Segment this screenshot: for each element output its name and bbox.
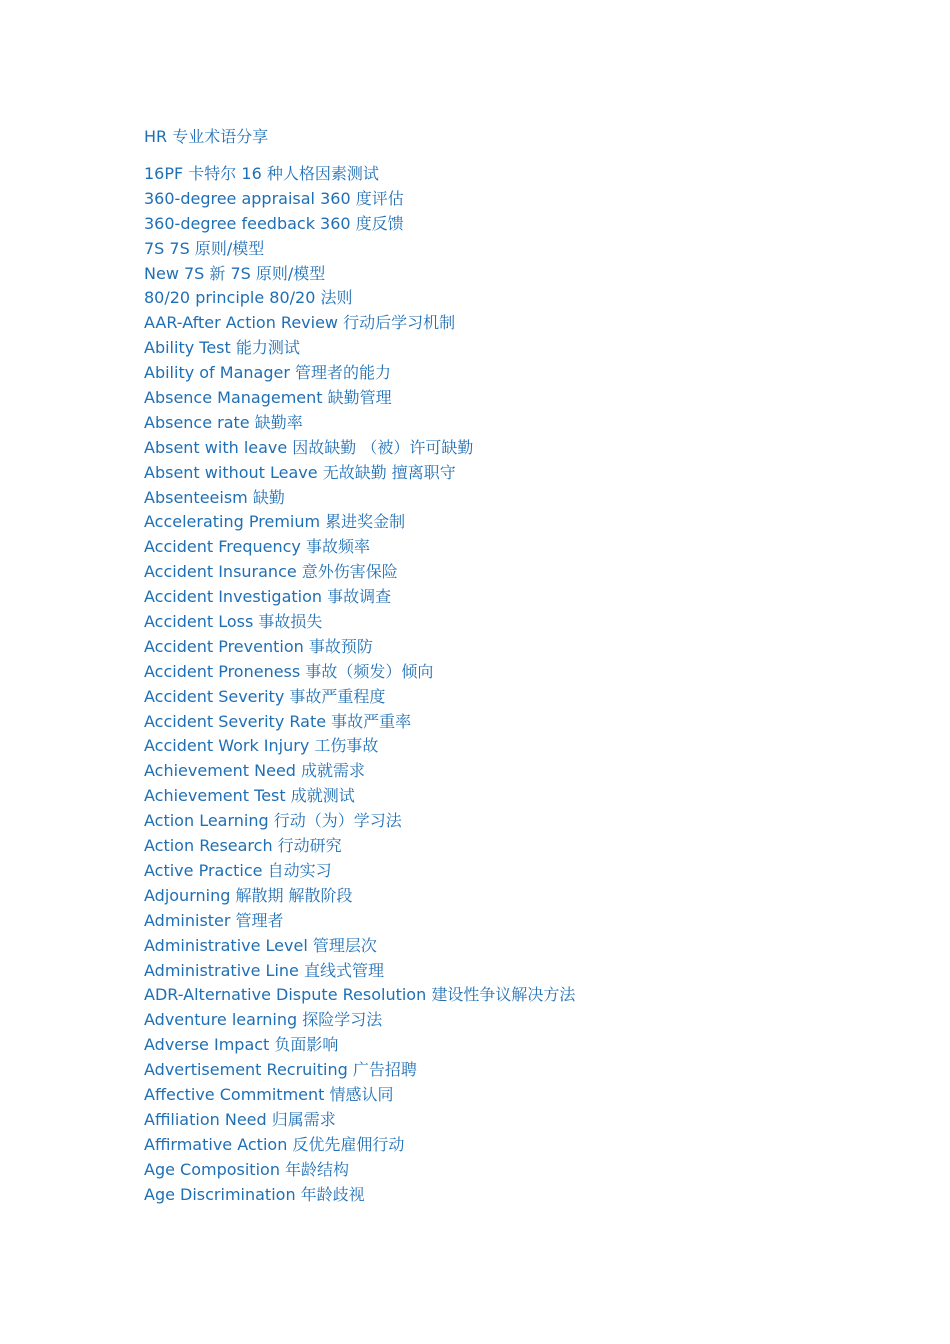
term-item: Advertisement Recruiting 广告招聘 [144,1060,417,1080]
term-item: AAR-After Action Review 行动后学习机制 [144,313,456,333]
term-list [144,162,575,1207]
document-title: HR 专业术语分享 [144,127,269,146]
term-item: Absent without Leave 无故缺勤 擅离职守 [144,462,456,482]
term-item: Achievement Test 成就测试 [144,786,355,806]
term-item: Adverse Impact 负面影响 [144,1035,339,1055]
term-item: Administer 管理者 [144,910,284,930]
term-item: Age Composition 年龄结构 [144,1159,350,1179]
term-item: Active Practice 自动实习 [144,860,332,880]
term-item: 7S 7S 原则/模型 [144,238,265,258]
term-item: Ability of Manager 管理者的能力 [144,363,391,383]
term-item: Adjourning 解散期 解散阶段 [144,885,353,905]
term-item: Age Discrimination 年龄歧视 [144,1184,365,1204]
term-item: Affiliation Need 归属需求 [144,1109,336,1129]
term-item: Absenteeism 缺勤 [144,487,285,507]
term-item: Accident Frequency 事故频率 [144,537,370,557]
term-item: Administrative Level 管理层次 [144,935,377,955]
term-item: Accelerating Premium 累进奖金制 [144,512,406,532]
term-item: 360-degree appraisal 360 度评估 [144,188,404,208]
term-item: Accident Severity 事故严重程度 [144,686,386,706]
term-item: Adventure learning 探险学习法 [144,1010,383,1030]
term-item: Accident Work Injury 工伤事故 [144,736,379,756]
term-item: New 7S 新 7S 原则/模型 [144,263,326,283]
term-item: Absence Management 缺勤管理 [144,388,392,408]
term-item: Affective Commitment 情感认同 [144,1084,394,1104]
term-item: Absent with leave 因故缺勤 （被）许可缺勤 [144,437,474,457]
term-item: ADR-Alternative Dispute Resolution 建设性争议解决方法 [144,985,576,1005]
term-item: Accident Proneness 事故（频发）倾向 [144,661,434,681]
term-item: Ability Test 能力测试 [144,338,300,358]
term-item: Administrative Line 直线式管理 [144,960,384,980]
term-item: Accident Prevention 事故预防 [144,636,373,656]
term-item: Accident Insurance 意外伤害保险 [144,562,398,582]
term-item: Absence rate 缺勤率 [144,412,303,432]
term-item: Accident Severity Rate 事故严重率 [144,711,412,731]
term-item: Accident Investigation 事故调查 [144,587,392,607]
term-item: 360-degree feedback 360 度反馈 [144,213,404,233]
term-item: Achievement Need 成就需求 [144,761,366,781]
term-item: Accident Loss 事故损失 [144,612,323,632]
term-item: Affirmative Action 反优先雇佣行动 [144,1134,405,1154]
term-item: Action Learning 行动（为）学习法 [144,811,402,831]
term-item: Action Research 行动研究 [144,836,342,856]
term-item: 16PF 卡特尔 16 种人格因素测试 [144,164,379,183]
term-item: 80/20 principle 80/20 法则 [144,288,353,308]
